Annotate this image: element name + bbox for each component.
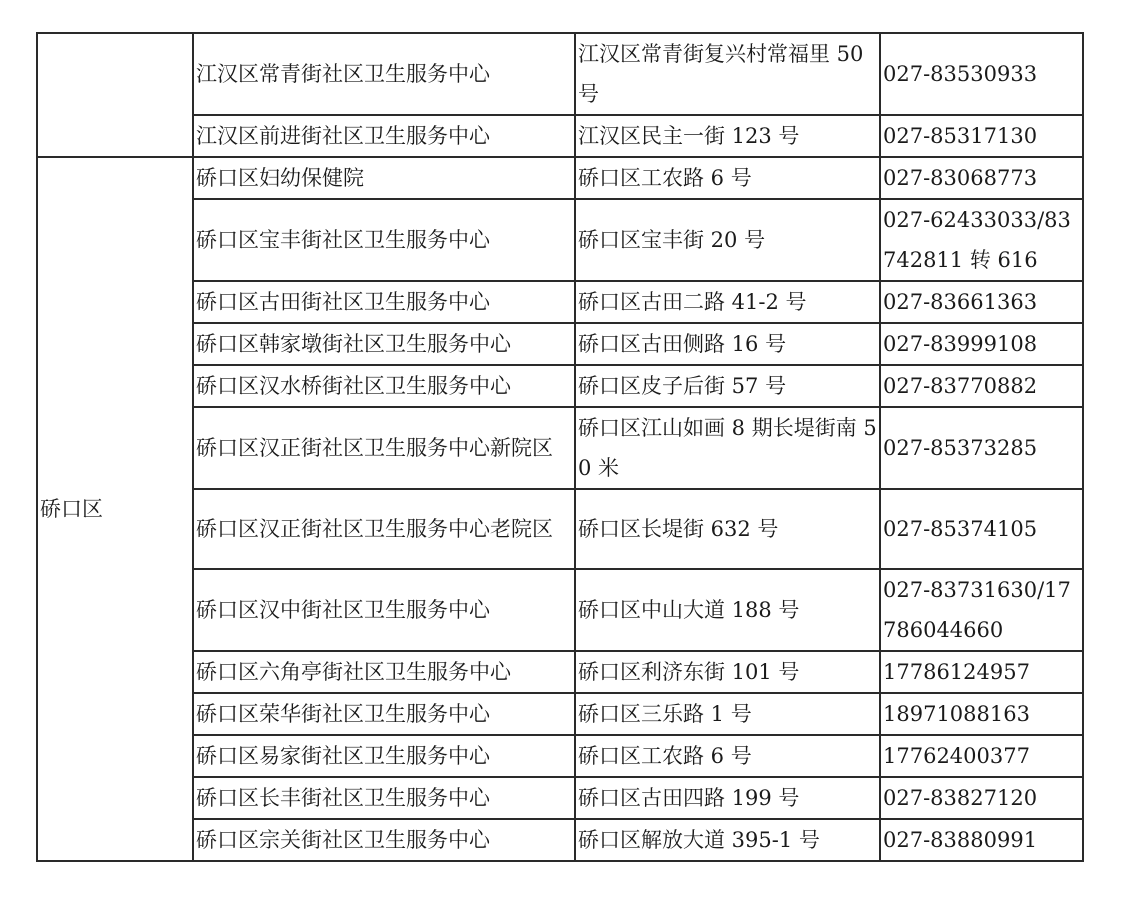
center-name-cell: 硚口区荣华街社区卫生服务中心 [193,693,575,735]
table-row [37,199,1083,281]
table-row [37,651,1083,693]
table-row [37,365,1083,407]
phone-cell: 027-85374105 [880,489,1083,569]
table-row [37,323,1083,365]
address-cell: 硚口区中山大道 188 号 [575,569,880,651]
table-row [37,115,1083,157]
phone-cell: 027-83880991 [880,819,1083,861]
phone-cell: 027-83068773 [880,157,1083,199]
phone-cell: 027-83827120 [880,777,1083,819]
district-cell [37,33,193,157]
address-cell: 硚口区皮子后街 57 号 [575,365,880,407]
address-cell: 硚口区古田二路 41-2 号 [575,281,880,323]
address-cell: 硚口区江山如画 8 期长堤街南 50 米 [575,407,880,489]
center-name-cell: 硚口区汉正街社区卫生服务中心老院区 [193,489,575,569]
address-cell: 江汉区民主一街 123 号 [575,115,880,157]
phone-cell: 18971088163 [880,693,1083,735]
table-row [37,777,1083,819]
center-name-cell: 硚口区汉正街社区卫生服务中心新院区 [193,407,575,489]
center-name-cell: 江汉区常青街社区卫生服务中心 [193,33,575,115]
center-name-cell: 硚口区汉中街社区卫生服务中心 [193,569,575,651]
phone-cell: 027-83999108 [880,323,1083,365]
table-row [37,819,1083,861]
address-cell: 硚口区工农路 6 号 [575,735,880,777]
center-name-cell: 硚口区韩家墩街社区卫生服务中心 [193,323,575,365]
address-cell: 硚口区利济东街 101 号 [575,651,880,693]
phone-cell: 027-83530933 [880,33,1083,115]
center-name-cell: 硚口区宗关街社区卫生服务中心 [193,819,575,861]
table-row [37,281,1083,323]
health-center-table [36,32,1084,862]
table-row [37,693,1083,735]
table-row [37,569,1083,651]
district-cell: 硚口区 [37,157,193,861]
center-name-cell: 硚口区六角亭街社区卫生服务中心 [193,651,575,693]
address-cell: 硚口区三乐路 1 号 [575,693,880,735]
address-cell: 硚口区古田四路 199 号 [575,777,880,819]
table-row [37,407,1083,489]
phone-cell: 17786124957 [880,651,1083,693]
center-name-cell: 硚口区易家街社区卫生服务中心 [193,735,575,777]
table-row [37,157,1083,199]
center-name-cell: 硚口区汉水桥街社区卫生服务中心 [193,365,575,407]
table-row [37,489,1083,569]
center-name-cell: 江汉区前进街社区卫生服务中心 [193,115,575,157]
phone-cell: 027-83770882 [880,365,1083,407]
address-cell: 硚口区宝丰街 20 号 [575,199,880,281]
center-name-cell: 硚口区妇幼保健院 [193,157,575,199]
address-cell: 硚口区古田侧路 16 号 [575,323,880,365]
address-cell: 江汉区常青街复兴村常福里 50 号 [575,33,880,115]
center-name-cell: 硚口区长丰街社区卫生服务中心 [193,777,575,819]
address-cell: 硚口区工农路 6 号 [575,157,880,199]
phone-cell: 027-85373285 [880,407,1083,489]
table-row [37,735,1083,777]
phone-cell: 027-83661363 [880,281,1083,323]
address-cell: 硚口区解放大道 395-1 号 [575,819,880,861]
phone-cell: 027-85317130 [880,115,1083,157]
phone-cell: 027-83731630/17786044660 [880,569,1083,651]
address-cell: 硚口区长堤街 632 号 [575,489,880,569]
table-row [37,33,1083,115]
center-name-cell: 硚口区宝丰街社区卫生服务中心 [193,199,575,281]
phone-cell: 027-62433033/83742811 转 616 [880,199,1083,281]
center-name-cell: 硚口区古田街社区卫生服务中心 [193,281,575,323]
phone-cell: 17762400377 [880,735,1083,777]
